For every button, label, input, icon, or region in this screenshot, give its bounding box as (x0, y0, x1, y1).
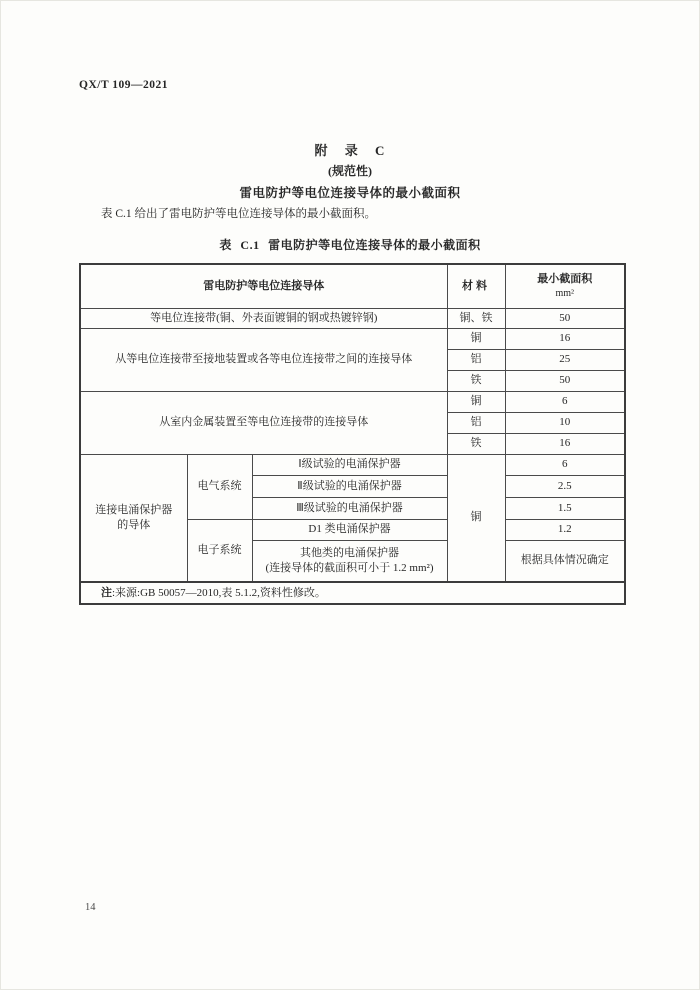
table-note-prefix: 注 (101, 586, 112, 599)
bar-to-earth-label: 从等电位连接带至接地装置或各等电位连接带之间的连接导体 (80, 328, 447, 391)
spd-conductor-label-line1: 连接电涌保护器 (95, 503, 173, 516)
appendix-heading: 附 录 C (314, 143, 386, 158)
spd-value-class3: 1.5 (505, 497, 625, 519)
indoor-to-bar-value-cu: 6 (505, 391, 625, 412)
spd-type-d1: D1 类电涌保护器 (252, 519, 447, 540)
spd-value-d1: 1.2 (505, 519, 625, 540)
spd-material: 铜 (447, 454, 505, 582)
table-note-text: :来源:GB 50057—2010,表 5.1.2,资料性修改。 (112, 586, 326, 599)
indoor-to-bar-material-cu: 铜 (447, 391, 505, 412)
table-note-row (80, 582, 625, 604)
spd-conductor-label-line2: 的导体 (117, 518, 151, 531)
bar-to-earth-value-fe: 50 (505, 370, 625, 391)
header-min-area-label: 最小截面积 (537, 272, 593, 285)
spd-value-class1: 6 (505, 454, 625, 475)
header-conductor: 雷电防护等电位连接导体 (80, 264, 447, 308)
appendix-title: 雷电防护等电位连接导体的最小截面积 (239, 186, 461, 200)
bar-to-earth-value-cu: 16 (505, 328, 625, 349)
spd-conductor-label (80, 454, 187, 582)
table-row (80, 308, 625, 328)
bar-to-earth-value-al: 25 (505, 349, 625, 370)
spd-value-other: 根据具体情况确定 (505, 540, 625, 582)
indoor-to-bar-value-al: 10 (505, 412, 625, 433)
bar-to-earth-material-cu: 铜 (447, 328, 505, 349)
spd-value-class2: 2.5 (505, 475, 625, 497)
table-header-row (80, 264, 625, 308)
spd-electronic-system: 电子系统 (187, 519, 252, 582)
header-min-area-unit: mm² (555, 288, 575, 300)
spd-type-class3: Ⅲ级试验的电涌保护器 (252, 497, 447, 519)
indoor-to-bar-material-al: 铝 (447, 412, 505, 433)
bonding-bar-label: 等电位连接带(铜、外表面镀铜的钢或热镀锌钢) (80, 308, 447, 328)
spd-type-other (252, 540, 447, 582)
bonding-bar-value: 50 (505, 308, 625, 328)
bar-to-earth-material-al: 铝 (447, 349, 505, 370)
indoor-to-bar-value-fe: 16 (505, 433, 625, 454)
spd-type-other-line2: (连接导体的截面积可小于 1.2 mm²) (265, 561, 434, 574)
page-number: 14 (85, 902, 96, 913)
table-c1 (79, 263, 626, 605)
table-caption: 表 C.1 雷电防护等电位连接导体的最小截面积 (219, 238, 481, 252)
table-row (80, 454, 625, 475)
standard-code: QX/T 109—2021 (79, 79, 169, 91)
header-min-area (505, 264, 625, 308)
indoor-to-bar-material-fe: 铁 (447, 433, 505, 454)
header-material: 材料 (447, 264, 505, 308)
table-note (80, 582, 625, 604)
spd-type-other-line1: 其他类的电涌保护器 (300, 546, 399, 559)
spd-electrical-system: 电气系统 (187, 454, 252, 519)
appendix-normative-label: (规范性) (328, 164, 372, 178)
intro-paragraph: 表 C.1 给出了雷电防护等电位连接导体的最小截面积。 (101, 208, 377, 220)
spd-type-class1: Ⅰ级试验的电涌保护器 (252, 454, 447, 475)
table-row (80, 391, 625, 412)
bar-to-earth-material-fe: 铁 (447, 370, 505, 391)
bonding-bar-material: 铜、铁 (447, 308, 505, 328)
table-row (80, 328, 625, 349)
spd-type-class2: Ⅱ级试验的电涌保护器 (252, 475, 447, 497)
indoor-to-bar-label: 从室内金属装置至等电位连接带的连接导体 (80, 391, 447, 454)
